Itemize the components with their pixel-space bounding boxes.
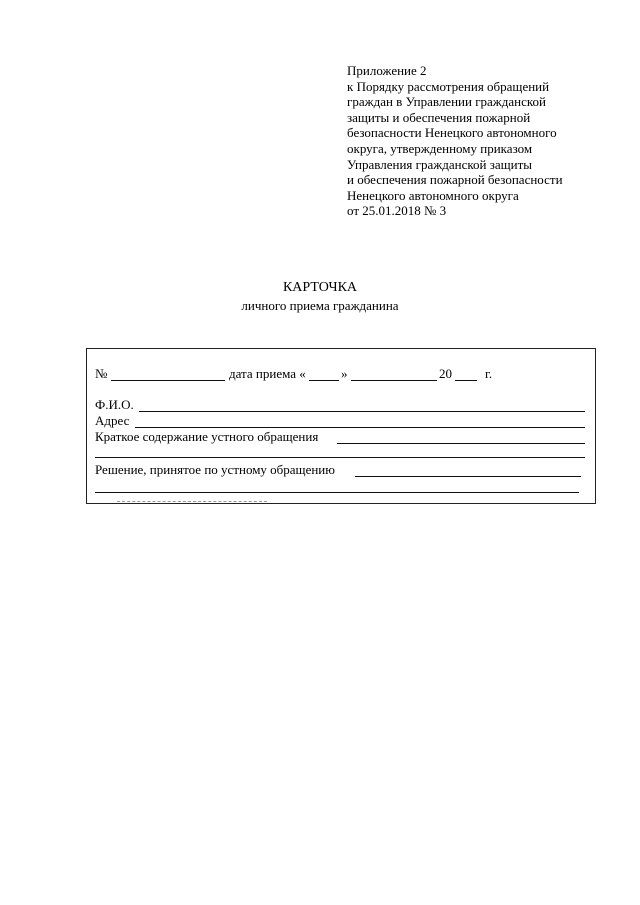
summary-row <box>93 429 585 445</box>
faint-scan-line <box>117 501 267 502</box>
address-row <box>93 413 585 429</box>
appendix-line: Управления гражданской защиты <box>347 156 533 172</box>
fio-label: Ф.И.О. <box>95 397 134 412</box>
year-field[interactable] <box>455 380 477 381</box>
fio-field[interactable] <box>139 411 585 412</box>
summary-field[interactable] <box>337 443 585 444</box>
address-label: Адрес <box>95 413 130 428</box>
number-date-row <box>93 366 585 382</box>
appendix-line: к Порядку рассмотрения обращений <box>347 78 550 94</box>
year-suffix: г. <box>485 366 493 381</box>
appendix-line: Приложение 2 <box>347 63 427 78</box>
card-subtitle: личного приема гражданина <box>241 298 399 313</box>
number-label: № <box>95 366 108 381</box>
appendix-line: и обеспечения пожарной безопасности <box>347 172 563 188</box>
appendix-line: защиты и обеспечения пожарной <box>347 109 531 125</box>
decision-row <box>93 462 585 478</box>
reception-card <box>86 348 596 504</box>
appendix-line: от 25.01.2018 № 3 <box>347 203 447 219</box>
day-field[interactable] <box>309 380 339 381</box>
summary-label: Краткое содержание устного обращения <box>95 429 319 444</box>
appendix-block <box>347 63 617 219</box>
decision-field-continuation[interactable] <box>95 492 579 493</box>
card-title: КАРТОЧКА <box>282 280 358 295</box>
date-quote-close: » <box>341 366 348 381</box>
appendix-line: граждан в Управлении гражданской <box>347 94 547 110</box>
appendix-line: безопасности Ненецкого автономного <box>347 125 557 141</box>
number-field[interactable] <box>111 380 225 381</box>
appendix-line: Ненецкого автономного округа <box>347 187 519 203</box>
month-field[interactable] <box>351 380 437 381</box>
year-prefix: 20 <box>439 366 452 381</box>
date-label: дата приема « <box>229 366 306 381</box>
appendix-line: округа, утвержденному приказом <box>347 140 533 156</box>
summary-field-continuation[interactable] <box>95 457 585 458</box>
decision-label: Решение, принятое по устному обращению <box>95 462 335 477</box>
address-field[interactable] <box>135 427 585 428</box>
fio-row <box>93 397 585 413</box>
decision-field[interactable] <box>355 476 581 477</box>
